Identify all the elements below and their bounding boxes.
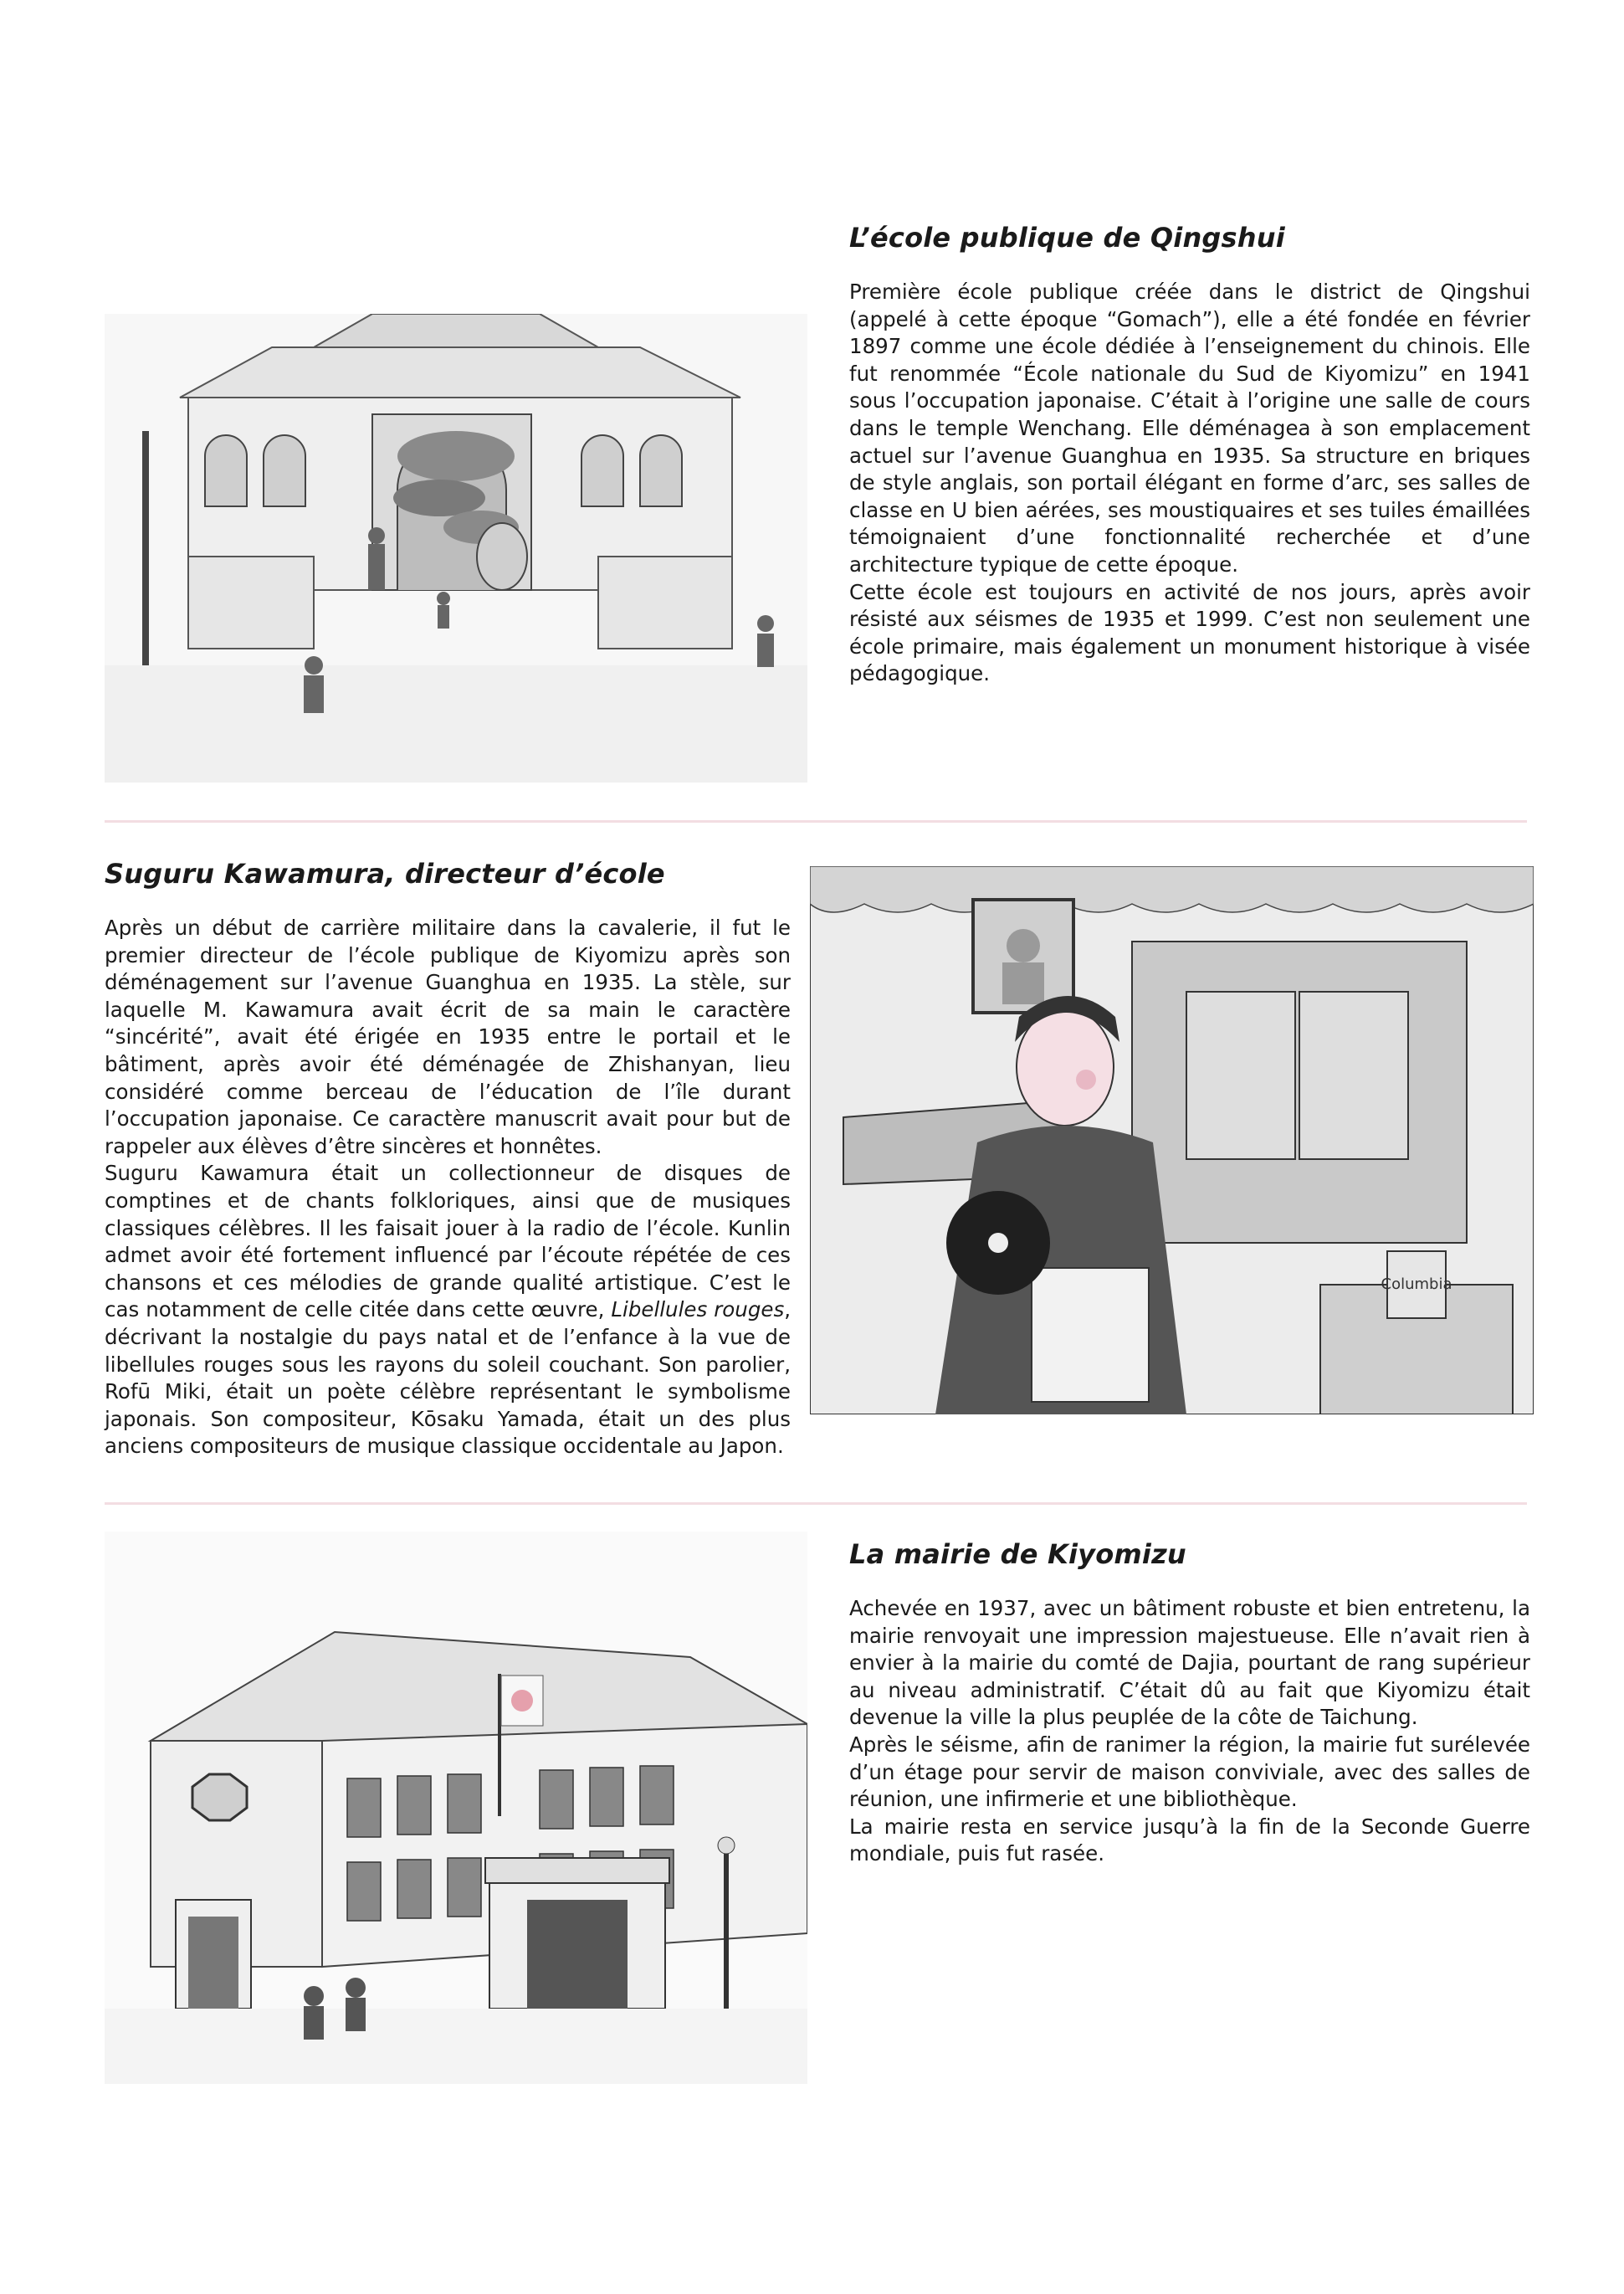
director-illustration — [810, 866, 1534, 1414]
townhall-drawing — [105, 1532, 807, 2084]
section-title-kawamura: Suguru Kawamura, directeur d’école — [105, 858, 665, 890]
song-title: Libellules rouges — [611, 1297, 785, 1322]
paragraph: Après un début de carrière militaire dans la cavalerie, il fut le premier directeur de l’école publique de Kiyomizu après son déménagement sur l’avenue Guanghua en 1935. La stèle, sur laquelle M. Kawamura avait écrit de sa main le caractère “sincérité”, avait été érigée en 1935 entre le portail et le bâtiment, après avoir été déménagée de Zhishanyan, lieu considéré comme berceau de l’éducation de l’île durant l’occupation japonaise. Ce caractère manuscrit avait pour but de rappeler aux élèves d’être sincères et honnêtes. — [105, 916, 791, 1158]
section-school — [849, 222, 1530, 688]
text-run: Suguru Kawamura était un collectionneur de disques de comptines et de chants folkloriques, ainsi que de musiques classiques célèbres. Il les faisait jouer à la radio de l’école. Kunlin admet avoir été fortement influencé par l’écoute répétée de ces chansons et ces mélodies de grande qualité artistique. C’est le cas notamment de celle citée dans cette œuvre, — [105, 1161, 791, 1322]
school-drawing — [105, 314, 807, 783]
section-body-townhall — [849, 1595, 1530, 1868]
section-townhall — [849, 1538, 1530, 1868]
section-title-school: L’école publique de Qingshui — [849, 222, 1285, 254]
paragraph: La mairie resta en service jusqu’à la fin de la Seconde Guerre mondiale, puis fut rasée. — [849, 1814, 1530, 1866]
text-run: , décrivant la nostalgie du pays natal et de l’enfance à la vue de libellules rouges sous les rayons du soleil couchant. Son parolier, Rofū Miki, était un poète célèbre représentant le symbolisme japonais. Son compositeur, Kōsaku Yamada, était un des plus anciens compositeurs de musique classique occidentale au Japon. — [105, 1297, 791, 1459]
divider-2 — [105, 1502, 1527, 1505]
school-illustration — [105, 314, 807, 783]
section-body-school — [849, 279, 1530, 688]
record-label-text: Columbia — [1381, 1275, 1452, 1293]
paragraph: Première école publique créée dans le district de Qingshui (appelé à cette époque “Gomach”), elle a été fondée en février 1897 comme une école dédiée à l’enseignement du chinois. Elle fut renommée “École nationale du Sud de Kiyomizu” en 1941 sous l’occupation japonaise. C’était à l’origine une salle de cours dans le temple Wenchang. Elle déménagea à son emplacement actuel sur l’avenue Guanghua en 1935. Sa structure en briques de style anglais, son portail élégant en forme d’arc, ses salles de classe en U bien aérées, ses moustiquaires et ses tuiles émaillées témoignaient d’une fonctionnalité recherchée et d’une architecture typique de cette époque. — [849, 280, 1530, 577]
townhall-illustration — [105, 1532, 807, 2084]
paragraph — [105, 1160, 791, 1460]
section-kawamura — [105, 858, 791, 1460]
divider-1 — [105, 820, 1527, 823]
section-title-townhall: La mairie de Kiyomizu — [849, 1538, 1186, 1570]
paragraph: Après le séisme, afin de ranimer la région, la mairie fut surélevée d’un étage pour servir de maison conviviale, avec des salles de réunion, une infirmerie et une bibliothèque. — [849, 1732, 1530, 1812]
section-body-kawamura — [105, 915, 791, 1460]
director-drawing — [810, 866, 1534, 1414]
paragraph: Achevée en 1937, avec un bâtiment robuste et bien entretenu, la mairie renvoyait une impression majestueuse. Elle n’avait rien à envier à la mairie du comté de Dajia, pourtant de rang supérieur au niveau administratif. C’était dû au fait que Kiyomizu était devenue la ville la plus peuplée de la côte de Taichung. — [849, 1596, 1530, 1730]
paragraph: Cette école est toujours en activité de nos jours, après avoir résisté aux séismes de 1935 et 1999. C’est non seulement une école primaire, mais également un monument historique à visée pédagogique. — [849, 579, 1530, 686]
